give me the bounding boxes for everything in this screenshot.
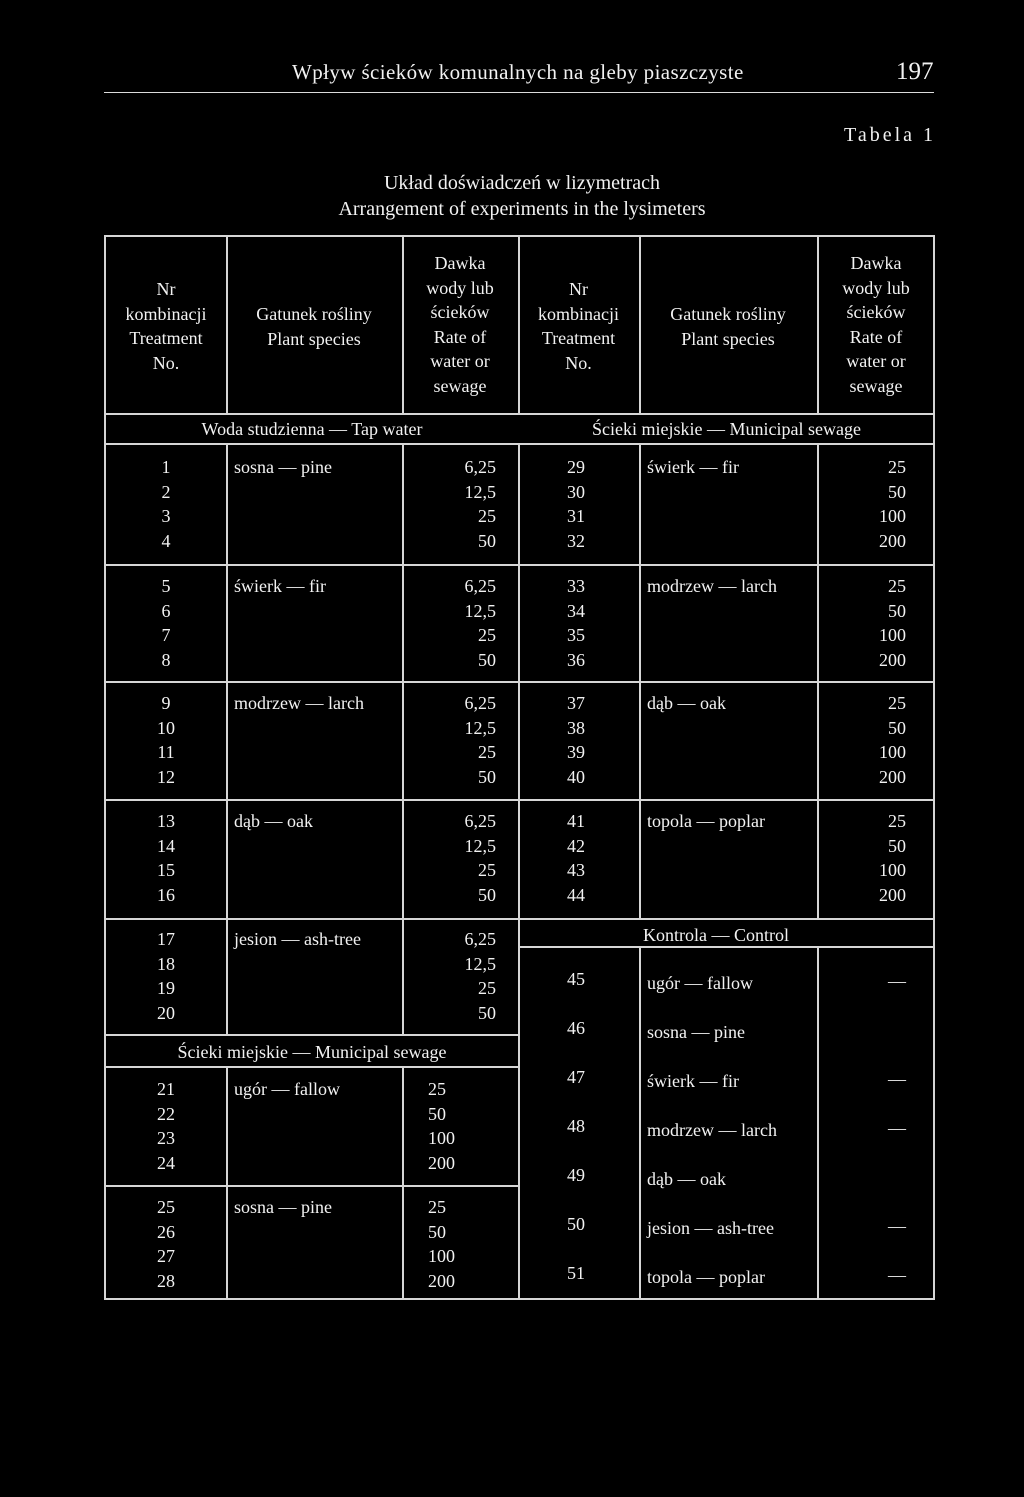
species-label: modrzew — larch <box>647 576 777 596</box>
col-header-rate: Dawka wody lub ścieków Rate of water or sewage <box>426 253 494 396</box>
rate-value: 100 <box>879 742 906 762</box>
rate-value: 25 <box>888 457 906 477</box>
col-rule <box>518 443 520 1300</box>
treatment-no: 50 <box>567 1214 585 1234</box>
treatment-no: 46 <box>567 1018 585 1038</box>
rate-value: 12,5 <box>464 481 496 502</box>
rate-value: 50 <box>888 717 906 738</box>
rate-value: 25 <box>888 693 906 713</box>
species-label: modrzew — larch <box>647 1120 777 1140</box>
species-label: topola — poplar <box>647 1267 765 1287</box>
rate-value: 50 <box>888 835 906 856</box>
treatment-no: 29 <box>567 457 585 477</box>
section-rule <box>106 443 935 445</box>
treatment-no: 12 <box>157 766 175 787</box>
rate-value: — <box>888 1216 906 1236</box>
species-label: świerk — fir <box>234 576 326 596</box>
rate-value: 6,25 <box>464 576 496 596</box>
treatment-no: 5 <box>161 576 171 596</box>
rate-value: 200 <box>879 530 906 551</box>
treatment-no: 21 <box>157 1079 175 1099</box>
running-title: Wpływ ścieków komunalnych na gleby piaszczyste <box>292 60 744 84</box>
col-rule <box>226 1066 228 1300</box>
rate-value: 100 <box>879 860 906 880</box>
rate-value: 25 <box>428 1079 446 1099</box>
treatment-no: 42 <box>567 835 585 856</box>
rate-value: 50 <box>478 649 496 670</box>
rate-value: 25 <box>888 576 906 596</box>
rate-value: 50 <box>478 766 496 787</box>
rate-value: 12,5 <box>464 953 496 974</box>
treatment-no: 47 <box>567 1067 585 1087</box>
rate-value: 100 <box>428 1128 455 1148</box>
species-label: świerk — fir <box>647 457 739 477</box>
rate-value: 25 <box>888 811 906 831</box>
treatment-no: 4 <box>161 530 171 551</box>
col-header-species-right: Gatunek rośliny Plant species <box>670 304 786 349</box>
species-label: topola — poplar <box>647 811 765 831</box>
treatment-no: 3 <box>161 506 171 526</box>
rate-value: — <box>888 1069 906 1089</box>
treatment-no: 6 <box>161 600 171 621</box>
species-label: jesion — ash-tree <box>647 1218 774 1238</box>
rate-value: 25 <box>478 742 496 762</box>
experiment-table <box>104 235 935 1300</box>
rate-value: 50 <box>478 530 496 551</box>
rate-value: — <box>888 1118 906 1138</box>
treatment-no: 8 <box>161 649 171 670</box>
treatment-no: 40 <box>567 766 585 787</box>
section-municipal-sewage-left: Ścieki miejskie — Municipal sewage <box>177 1042 447 1062</box>
page-number: 197 <box>896 58 934 85</box>
species-label: dąb — oak <box>647 1169 726 1189</box>
treatment-no: 30 <box>567 481 585 502</box>
treatment-no: 10 <box>157 717 175 738</box>
rate-value: 25 <box>478 506 496 526</box>
treatment-no: 49 <box>567 1165 585 1185</box>
table-label: Tabela 1 <box>844 124 937 146</box>
col-header-rate-right: Dawka wody lub ścieków Rate of water or sewage <box>842 253 910 396</box>
treatment-no: 34 <box>567 600 585 621</box>
rate-value: 50 <box>888 600 906 621</box>
treatment-no: 24 <box>157 1152 175 1173</box>
header-bottom-rule <box>106 413 935 415</box>
rate-value: 50 <box>428 1221 446 1242</box>
rate-value: 100 <box>879 506 906 526</box>
rate-value: 50 <box>428 1103 446 1124</box>
treatment-no: 36 <box>567 649 585 670</box>
treatment-no: 23 <box>157 1128 175 1148</box>
col-rule <box>639 946 641 1300</box>
rate-value: 200 <box>879 884 906 905</box>
treatment-no: 18 <box>157 953 175 974</box>
treatment-no: 38 <box>567 717 585 738</box>
treatment-no: 28 <box>157 1270 175 1291</box>
col-rule <box>817 946 819 1300</box>
species-label: dąb — oak <box>234 811 313 831</box>
treatment-no: 37 <box>567 693 585 713</box>
treatment-no: 15 <box>157 860 175 880</box>
rate-value: 200 <box>879 649 906 670</box>
rate-value: — <box>888 1265 906 1285</box>
treatment-no: 51 <box>567 1263 585 1283</box>
rate-value: 50 <box>478 1002 496 1023</box>
rate-value: 100 <box>879 625 906 645</box>
table-caption-en: Arrangement of experiments in the lysimeters <box>338 198 706 220</box>
treatment-no: 45 <box>567 969 585 989</box>
rate-value: 100 <box>428 1246 455 1266</box>
running-header <box>0 60 1024 94</box>
col-rule <box>402 1066 404 1300</box>
treatment-no: 41 <box>567 811 585 831</box>
rate-value: 50 <box>888 481 906 502</box>
treatment-no: 22 <box>157 1103 175 1124</box>
species-label: sosna — pine <box>647 1022 745 1042</box>
control-header-rule <box>518 946 935 948</box>
treatment-no: 16 <box>157 884 175 905</box>
col-header-species: Gatunek rośliny Plant species <box>256 304 372 349</box>
col-header-treatment-right: Nr kombinacji Treatment No. <box>538 279 619 373</box>
rate-value: 25 <box>478 860 496 880</box>
species-label: ugór — fallow <box>647 973 753 993</box>
species-label: dąb — oak <box>647 693 726 713</box>
rate-value: 200 <box>879 766 906 787</box>
rate-value: 200 <box>428 1270 455 1291</box>
treatment-no: 7 <box>161 625 171 645</box>
section-rule-left <box>106 1034 518 1036</box>
treatment-no: 20 <box>157 1002 175 1023</box>
treatment-no: 1 <box>161 457 171 477</box>
treatment-no: 25 <box>157 1197 175 1217</box>
col-rule <box>639 443 641 918</box>
rate-value: 25 <box>478 978 496 998</box>
species-label: sosna — pine <box>234 1197 332 1217</box>
section-rule-left <box>106 1066 518 1068</box>
rate-value: 6,25 <box>464 811 496 831</box>
rate-value: 6,25 <box>464 693 496 713</box>
treatment-no: 17 <box>157 929 175 949</box>
rate-value: 200 <box>428 1152 455 1173</box>
group-rule <box>106 918 518 920</box>
group-rule <box>106 564 935 566</box>
treatment-no: 35 <box>567 625 585 645</box>
treatment-no: 43 <box>567 860 585 880</box>
group-rule <box>106 799 935 801</box>
treatment-no: 19 <box>157 978 175 998</box>
treatment-no: 32 <box>567 530 585 551</box>
treatment-no: 39 <box>567 742 585 762</box>
species-label: jesion — ash-tree <box>234 929 361 949</box>
species-label: świerk — fir <box>647 1071 739 1091</box>
section-tap-water: Woda studzienna — Tap water <box>201 419 423 439</box>
rate-value: 12,5 <box>464 835 496 856</box>
treatment-no: 44 <box>567 884 585 905</box>
treatment-no: 13 <box>157 811 175 831</box>
treatment-no: 9 <box>161 693 171 713</box>
col-header-treatment: Nr kombinacji Treatment No. <box>125 279 207 373</box>
section-control: Kontrola — Control <box>643 925 789 945</box>
species-label: modrzew — larch <box>234 693 364 713</box>
species-label: sosna — pine <box>234 457 332 477</box>
treatment-no: 31 <box>567 506 585 526</box>
rate-value: 25 <box>478 625 496 645</box>
treatment-no: 27 <box>157 1246 175 1266</box>
treatment-no: 2 <box>161 481 171 502</box>
rate-value: — <box>888 971 906 991</box>
group-rule <box>106 681 935 683</box>
section-municipal-sewage: Ścieki miejskie — Municipal sewage <box>592 419 861 439</box>
treatment-no: 11 <box>157 742 175 762</box>
rate-value: 12,5 <box>464 717 496 738</box>
rate-value: 25 <box>428 1197 446 1217</box>
table-caption-pl: Układ doświadczeń w lizymetrach <box>383 172 660 194</box>
treatment-no: 14 <box>157 835 175 856</box>
rate-value: 6,25 <box>464 929 496 949</box>
treatment-no: 48 <box>567 1116 585 1136</box>
species-label: ugór — fallow <box>234 1079 340 1099</box>
header-rule <box>104 92 934 93</box>
group-rule-left <box>106 1185 518 1187</box>
col-rule <box>226 443 228 1034</box>
rate-value: 50 <box>478 884 496 905</box>
group-rule <box>518 918 935 920</box>
treatment-no: 33 <box>567 576 585 596</box>
rate-value: 6,25 <box>464 457 496 477</box>
treatment-no: 26 <box>157 1221 175 1242</box>
rate-value: 12,5 <box>464 600 496 621</box>
